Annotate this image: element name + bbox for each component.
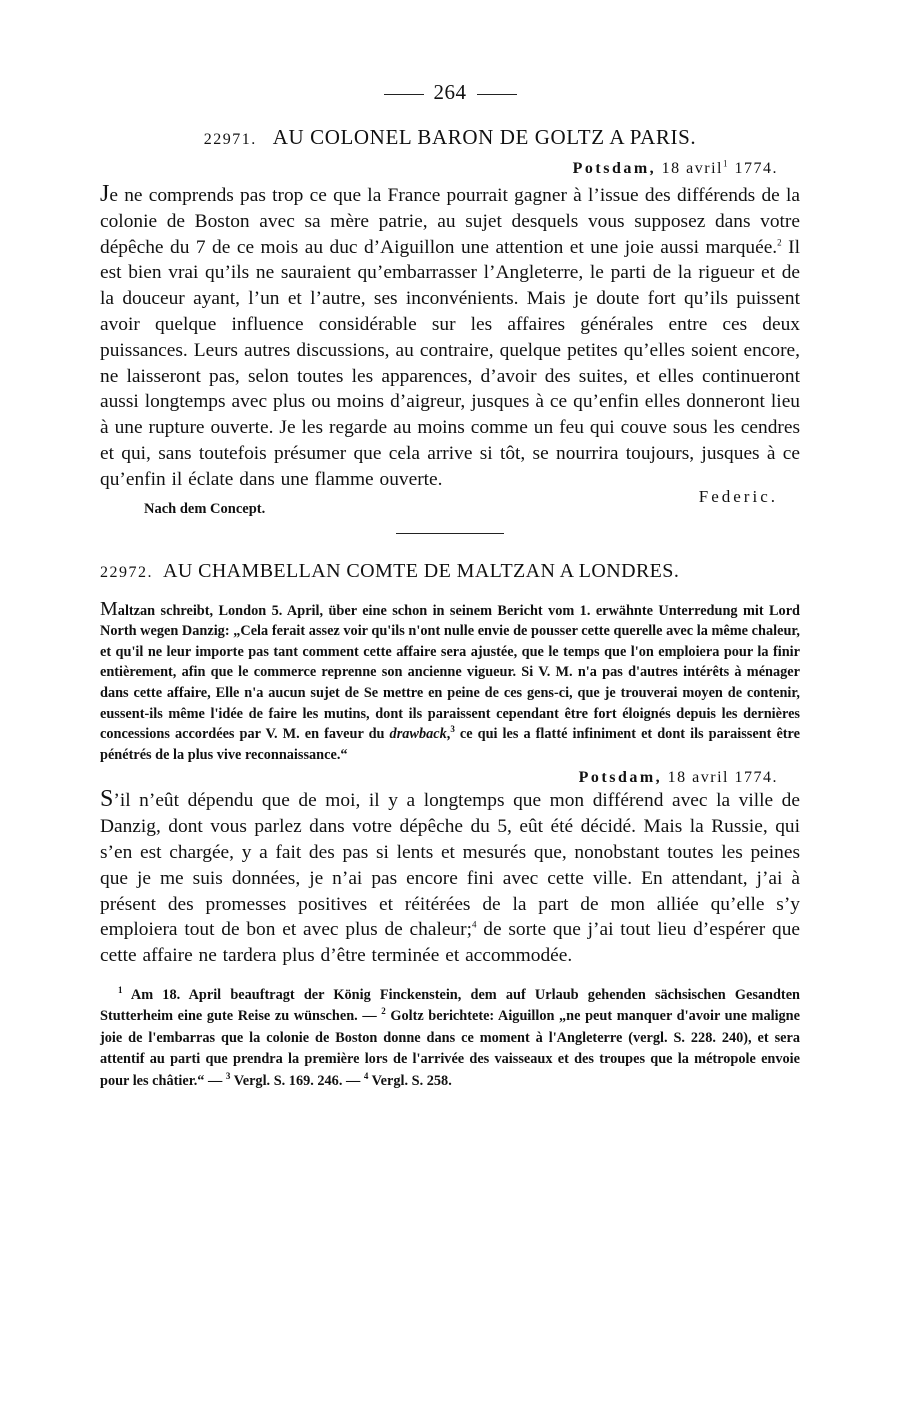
dateline [100,160,778,178]
footnote-marker: 3 [225,1071,231,1082]
dateline-date: 18 avril [661,160,723,177]
letter-body-text: ’il n’eût dépendu que de moi, il y a longtemps que mon différend avec la ville de Danzig, dont vous parlez dans votre dépêche du 5, eût été décidé. Mais la Russie, qui s’en est chargée, y a fait des pas si lents et mesurés que, nonobstant toutes les peines que je me suis données, je n’ai pas encore fini avec cette ville. En attendant, j’ai à présent des promesses positives et réitérées de la part de mon alliée qu’elle s’y emploiera tout de bon et avec plus de chaleur; [100,790,800,941]
header-dash-left [384,94,424,95]
letter-body-text: de sorte que j’ai tout lieu d’espérer que cette affaire ne tardera plus d’être terminée et accommodée. [100,919,801,967]
letter-summary: Maltzan schreibt, London 5. April, über eine schon in seinem Bericht vom 1. erwähnte Unterredung mit Lord North wegen Danzig: „Cela ferait assez voir qu'ils n'ont nulle envie de pousser cette querelle avec la même chaleur, et qu'il ne leur importe pas tant comment cette affaire sera ajustée, que le temps que l'on emploiera pour la finir entièrement, afin que le commerce reprenne son ancienne vigueur. Si V. M. n'a pas d'autres intérêts à ménager dans cette affaire, Elle n'a aucun sujet de Se mettre en peine de ces gens-ci, que je trouverai moyen de contenir, eussent-ils même l'idée de faire les mutins, dont ils paraissent cependant être fort éloignés depuis les dernières concessions accordées par V. M. en faveur du drawback,$^3$ ce qui les a flatté infiniment et dont ils paraissent être pénétrés de la plus vive reconnaissance.“ [100,597,800,763]
footnote-marker: 4 [363,1071,369,1082]
footnote-marker: 1 [118,985,123,996]
letter-title: AU COLONEL BARON DE GOLTZ A PARIS. [272,125,697,149]
drop-cap: M [100,597,118,620]
summary-italic: drawback [389,726,447,743]
letter-body [100,182,800,493]
section-divider [396,533,504,534]
footnote-marker: 2 [381,1006,386,1017]
footnote-text: Vergl. S. 169. 246. — [230,1072,364,1089]
signature-row [100,486,800,533]
header-dash-right [477,94,517,95]
letter-body-text: Il est bien vrai qu’ils ne sauraient qu’embarrasser l’Angleterre, le parti de la rigueur et de la douceur ayant, l’un et l’autre, ses inconvénients. Mais je doute fort qu’ils puissent avoir quelque influence considérable sur les affaires générales entre ces deux puissances. Leurs autres discussions, au contraire, quelque petites qu’elles soient encore, ne laisseront pas, selon toutes les apparences, d’avoir des suites, et elles continueront aussi longtemps avec plus ou moins d’aigreur, jusques à ce qu’enfin elles donneront lieu à une rupture ouverte. Je les regarde au moins comme un feu qui couve sous les cendres et qui, sans toutefois présumer que cela arrive si tôt, se nourrira toujours, jusques à ce qu’enfin il éclate dans une flamme ouverte. [100,236,800,490]
signature: Federic. [698,486,778,506]
dateline-date: 18 avril 1774. [667,769,778,787]
page-header [100,80,800,105]
drop-cap: J [100,181,110,207]
dateline [100,769,778,787]
dateline-year: 1774. [734,160,778,177]
dateline-place: Potsdam, [578,769,663,787]
dateline-place: Potsdam, [572,160,657,177]
letter-body-text: e ne comprends pas trop ce que la France pourrait gagner à l’issue des différends de la colonie de Boston avec sa mère patrie, au sujet desquels vous supposez dans votre dépêche du 7 de ce mois au duc d’Aiguillon une attention et une joie aussi marquée. [100,185,800,258]
footnote-marker: 4 [471,919,477,930]
letter-heading [100,560,800,583]
footnote-text: Goltz berichtete: Aiguillon „ne peut manquer d'avoir une maligne joie de l'embarras que la colonie de Boston donne dans ce moment à l'Angleterre (vergl. S. 228. 240), et sera attentif au parti que prendra la première lors de l'arrivée des vaisseaux et des troupes que la métropole envoie pour les châtier.“ — [100,1008,800,1089]
letter-title: AU CHAMBELLAN COMTE DE MALTZAN A LONDRES. [163,559,680,582]
letter-number: 22972. [100,563,153,581]
page-number: 264 [433,80,467,104]
letter-heading [100,125,800,150]
drop-cap: S [100,786,114,813]
footnote-text: Am 18. April beauftragt der König Finckenstein, dem auf Urlaub gehenden sächsischen Gesandten Stutterheim eine gute Reise zu wünschen. — [100,986,800,1025]
source-note: Nach dem Concept. [144,500,266,517]
footnotes [100,985,800,1093]
footnote-text: Vergl. S. 258. [368,1072,452,1089]
footnote-marker: 3 [450,724,455,735]
document-page [100,80,800,1092]
footnote-marker: 1 [723,158,729,169]
footnote-marker: 2 [777,237,782,248]
summary-text: ce qui les a flatté infiniment et dont ils paraissent être pénétrés de la plus vive reconnaissance.“ [100,726,800,763]
summary-text: altzan schreibt, London 5. April, über eine schon in seinem Bericht vom 1. erwähnte Unterredung mit Lord North wegen Danzig: „Cela ferait assez voir qu'ils n'ont nulle envie de pousser cette querelle avec la même chaleur, et qu'il ne leur importe pas tant comment cette affaire sera ajustée, que le temps que l'on emploiera pour la finir entièrement, afin que le commerce reprenne son ancienne vigueur. Si V. M. n'a pas d'autres intérêts à ménager dans cette affaire, Elle n'a aucun sujet de Se mettre en peine de ces gens-ci, que je trouverai moyen de contenir, eussent-ils même l'idée de faire les mutins, dont ils paraissent cependant être fort éloignés depuis les dernières concessions accordées par V. M. en faveur du [100,602,800,743]
letter-body [100,787,800,969]
letter-number: 22971. [203,131,257,148]
